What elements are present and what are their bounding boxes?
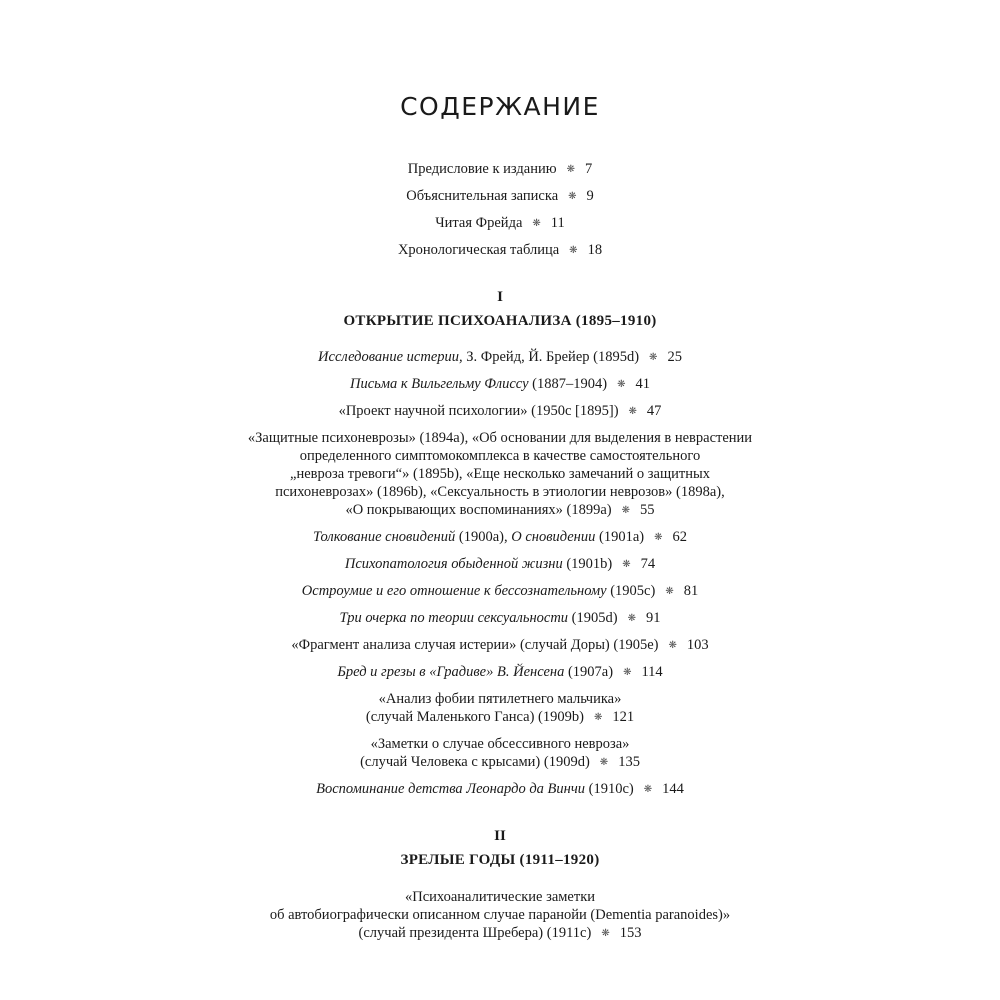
entry-text: (случай Маленького Ганса) (1909b): [365, 709, 584, 725]
entry-text-line: «Заметки о случае обсессивного невроза»: [370, 736, 630, 752]
star-separator-icon: ❋: [566, 164, 575, 175]
entry-italic: Бред и грезы в «Градиве» В. Йенсена: [337, 664, 565, 680]
page-number: 74: [640, 556, 656, 572]
entry-text: «Проект научной психологии» (1950c [1895]): [338, 403, 619, 419]
entry-text: Хронологическая таблица: [397, 242, 560, 258]
star-separator-icon: ❋: [649, 352, 658, 363]
toc-entry-hysteria[interactable]: [0, 348, 1000, 368]
star-separator-icon: ❋: [643, 784, 653, 795]
page-number: 153: [619, 925, 642, 941]
toc-entry-leonardo[interactable]: [0, 780, 1000, 800]
entry-italic: Толкование сновидений: [313, 529, 456, 545]
entry-italic: О сновидении: [511, 529, 596, 545]
star-separator-icon: ❋: [617, 379, 626, 390]
entry-text: (случай президента Шребера) (1911c): [358, 925, 592, 941]
entry-last-line: [0, 924, 1000, 944]
entry-last-line: [0, 708, 1000, 728]
toc-entry-psychopathology[interactable]: [0, 555, 1000, 575]
entry-italic: Три очерка по теории сексуальности: [339, 610, 569, 626]
entry-text: «О покрывающих воспоминаниях» (1899a): [345, 502, 612, 518]
star-separator-icon: ❋: [622, 559, 631, 570]
entry-text-line: об автобиографически описанном случае паранойи (Dementia paranoides)»: [269, 907, 731, 923]
page-number: 144: [662, 781, 684, 797]
entry-text: (1901b): [562, 556, 613, 572]
page-number: 103: [686, 637, 709, 653]
page-title: СОДЕРЖАНИЕ: [400, 92, 600, 121]
part-1-title: ОТКРЫТИЕ ПСИХОАНАЛИЗА (1895–1910): [343, 313, 657, 329]
page-number: 81: [683, 583, 699, 599]
toc-entry-jokes[interactable]: [0, 582, 1000, 602]
page-number: 25: [667, 349, 682, 365]
page-number: 9: [586, 188, 594, 204]
page-number: 114: [641, 664, 663, 680]
star-separator-icon: ❋: [665, 586, 674, 597]
page-number: 135: [618, 754, 640, 770]
page-number: 91: [645, 610, 661, 626]
star-separator-icon: ❋: [668, 640, 677, 651]
entry-last-line: [0, 501, 1000, 521]
entry-text: (1887–1904): [528, 376, 608, 392]
entry-text-line: определенного симптомокомплекса в качестве самостоятельного: [299, 448, 701, 464]
star-separator-icon: ❋: [623, 667, 632, 678]
toc-entry-chronology[interactable]: [0, 241, 1000, 261]
entry-text: «Фрагмент анализа случая истерии» (случай Доры) (1905e): [291, 637, 659, 653]
entry-text-line: «Психоаналитические заметки: [404, 889, 596, 905]
star-separator-icon: ❋: [532, 218, 541, 229]
page-number: 11: [550, 215, 565, 231]
entry-text: (1901a): [595, 529, 645, 545]
star-separator-icon: ❋: [569, 245, 578, 256]
entry-text-line: «Анализ фобии пятилетнего мальчика»: [378, 691, 622, 707]
entry-italic: Остроумие и его отношение к бессознательному: [301, 583, 607, 599]
entry-text: Объяснительная записка: [406, 188, 559, 204]
star-separator-icon: ❋: [627, 613, 636, 624]
entry-text-line: „невроза тревоги“» (1895b), «Еще несколько замечаний о защитных: [290, 466, 710, 482]
star-separator-icon: ❋: [599, 757, 609, 768]
page-number: 7: [584, 161, 593, 177]
star-separator-icon: ❋: [593, 712, 603, 723]
page-number: 41: [635, 376, 650, 392]
entry-text: (1907a): [564, 664, 614, 680]
star-separator-icon: ❋: [601, 928, 610, 939]
entry-text: (1905d): [568, 610, 618, 626]
entry-text: Читая Фрейда: [435, 215, 523, 231]
entry-italic: Письма к Вильгельму Флиссу: [350, 376, 529, 392]
part-1-number: I: [497, 289, 503, 305]
entry-last-line: [0, 753, 1000, 773]
star-separator-icon: ❋: [568, 191, 577, 202]
entry-text-line: психоневрозах» (1896b), «Сексуальность в этиологии неврозов» (1898a),: [275, 484, 725, 500]
toc-entry-reading-freud[interactable]: [0, 214, 1000, 234]
star-separator-icon: ❋: [654, 532, 663, 543]
toc-entry-preface[interactable]: [0, 160, 1000, 180]
toc-entry-project[interactable]: [0, 402, 1000, 422]
toc-entry-fliess-letters[interactable]: [0, 375, 1000, 395]
entry-text: (1910c): [585, 781, 634, 797]
page-number: 121: [612, 709, 635, 725]
entry-text: Предисловие к изданию: [407, 161, 557, 177]
page-number: 47: [646, 403, 662, 419]
entry-italic: Исследование истерии,: [318, 349, 463, 365]
entry-italic: Воспоминание детства Леонардо да Винчи: [316, 781, 585, 797]
page-number: 18: [587, 242, 603, 258]
entry-text: З. Фрейд, Й. Брейер (1895d): [462, 349, 640, 365]
entry-italic: Психопатология обыденной жизни: [344, 556, 563, 572]
page-number: 55: [640, 502, 655, 518]
toc-entry-dreams[interactable]: [0, 528, 1000, 548]
part-2-title: ЗРЕЛЫЕ ГОДЫ (1911–1920): [400, 852, 600, 868]
entry-text: (1905c): [606, 583, 656, 599]
entry-text: (случай Человека с крысами) (1909d): [360, 754, 590, 770]
page-number: 62: [672, 529, 687, 545]
entry-text-line: «Защитные психоневрозы» (1894a), «Об основании для выделения в неврастении: [247, 430, 753, 446]
toc-entry-explanatory-note[interactable]: [0, 187, 1000, 207]
toc-entry-dora[interactable]: [0, 636, 1000, 656]
star-separator-icon: ❋: [628, 406, 637, 417]
toc-entry-three-essays[interactable]: [0, 609, 1000, 629]
entry-text: (1900a),: [455, 529, 512, 545]
star-separator-icon: ❋: [621, 505, 631, 516]
toc-entry-gradiva[interactable]: [0, 663, 1000, 683]
part-2-number: II: [494, 828, 506, 844]
